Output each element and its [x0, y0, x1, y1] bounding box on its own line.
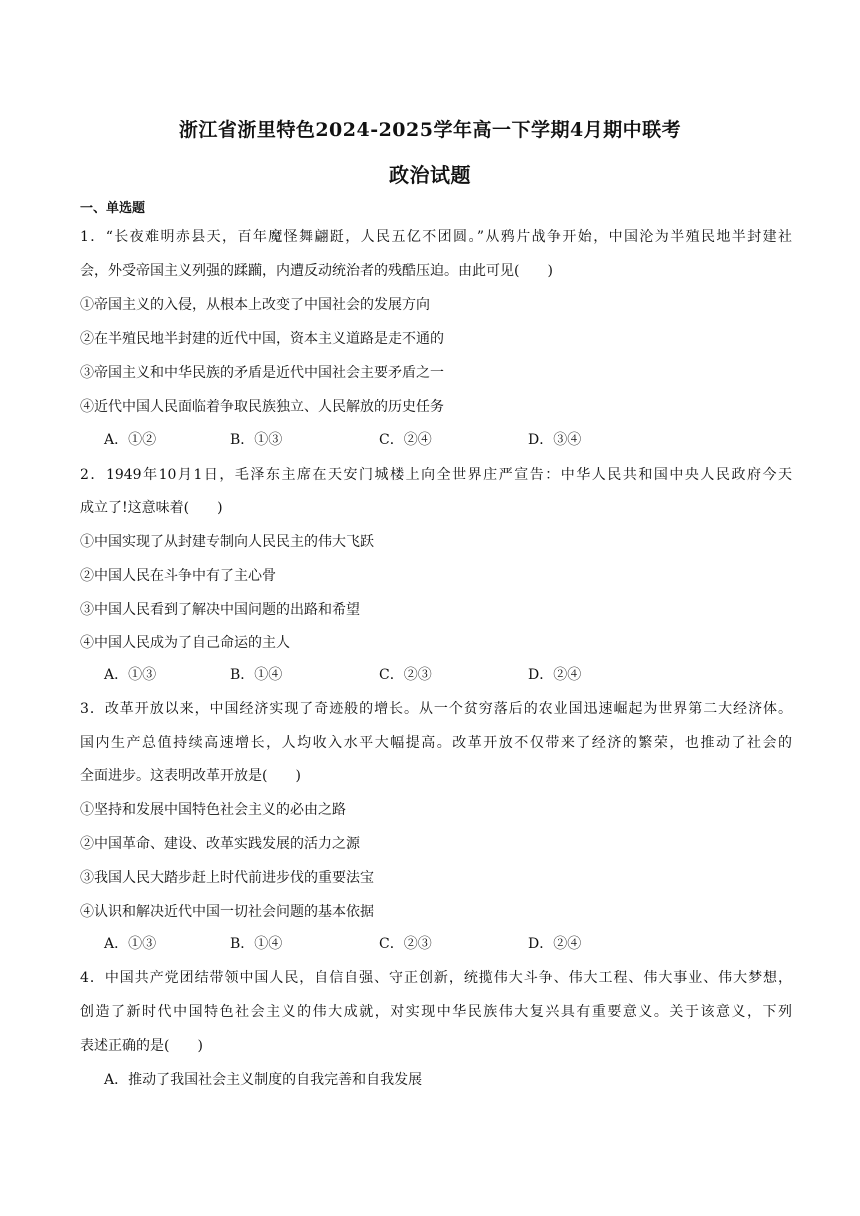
question-3-statement-1: ①坚持和发展中国特色社会主义的必由之路: [80, 802, 346, 818]
question-3-stem-line-2: 国内生产总值持续高速增长，人均收入水平大幅提高。改革开放不仅带来了经济的繁荣，也推动了社会的: [80, 735, 792, 751]
question-2-option-b[interactable]: B．①④: [230, 667, 283, 683]
question-3-stem-line-3: 全面进步。这表明改革开放是( ): [80, 768, 301, 784]
question-1-option-c[interactable]: C．②④: [379, 432, 432, 448]
question-3-option-d[interactable]: D．②④: [528, 936, 582, 952]
question-2-statement-2: ②中国人民在斗争中有了主心骨: [80, 568, 276, 584]
question-1-stem-line-1: 1．“长夜难明赤县天，百年魔怪舞翩跹，人民五亿不团圆。”从鸦片战争开始，中国沦为半殖民地半封建社: [80, 229, 792, 245]
question-1-option-b[interactable]: B．①③: [230, 432, 283, 448]
question-3-option-b[interactable]: B．①④: [230, 936, 283, 952]
question-3-options: [104, 934, 664, 954]
question-3-statement-4: ④认识和解决近代中国一切社会问题的基本依据: [80, 904, 374, 920]
question-4-stem-line-2: 创造了新时代中国特色社会主义的伟大成就，对实现中华民族伟大复兴具有重要意义。关于该意义，下列: [80, 1004, 792, 1020]
question-2-options: [104, 665, 664, 685]
question-1-option-a[interactable]: A．①②: [104, 432, 157, 448]
question-3-option-a[interactable]: A．①③: [104, 936, 157, 952]
question-1-stem-line-2: 会，外受帝国主义列强的蹂躏，内遭反动统治者的残酷压迫。由此可见( ): [80, 263, 553, 279]
question-2-stem-line-2: 成立了!这意味着( ): [80, 500, 223, 516]
question-3-statement-3: ③我国人民大踏步赶上时代前进步伐的重要法宝: [80, 870, 374, 886]
question-2-option-a[interactable]: A．①③: [104, 667, 157, 683]
question-3-stem-line-1: 3．改革开放以来，中国经济实现了奇迹般的增长。从一个贫穷落后的农业国迅速崛起为世界第二大经济体。: [80, 701, 792, 717]
question-3-statement-2: ②中国革命、建设、改革实践发展的活力之源: [80, 836, 360, 852]
document-subtitle: 政治试题: [389, 163, 471, 187]
question-1-option-d[interactable]: D．③④: [528, 432, 582, 448]
question-2-statement-1: ①中国实现了从封建专制向人民民主的伟大飞跃: [80, 534, 374, 550]
document-title: 浙江省浙里特色2024-2025学年高一下学期4月期中联考: [178, 119, 682, 141]
question-1-statement-1: ①帝国主义的入侵，从根本上改变了中国社会的发展方向: [80, 297, 430, 313]
question-3-option-c[interactable]: C．②③: [379, 936, 432, 952]
question-1-statement-4: ④近代中国人民面临着争取民族独立、人民解放的历史任务: [80, 399, 444, 415]
question-4-stem-line-3: 表述正确的是( ): [80, 1038, 203, 1054]
question-1-statement-3: ③帝国主义和中华民族的矛盾是近代中国社会主要矛盾之一: [80, 365, 444, 381]
question-1-statement-2: ②在半殖民地半封建的近代中国，资本主义道路是走不通的: [80, 331, 444, 347]
question-2-option-d[interactable]: D．②④: [528, 667, 582, 683]
question-2-statement-3: ③中国人民看到了解决中国问题的出路和希望: [80, 602, 360, 618]
question-2-option-c[interactable]: C．②③: [379, 667, 432, 683]
question-1-options: [104, 430, 664, 450]
question-2-statement-4: ④中国人民成为了自己命运的主人: [80, 635, 290, 651]
question-4-stem-line-1: 4．中国共产党团结带领中国人民，自信自强、守正创新，统揽伟大斗争、伟大工程、伟大事业、伟大梦想，: [80, 970, 792, 986]
section-heading: 一、单选题: [80, 201, 146, 216]
question-2-stem-line-1: 2．1949年10月1日，毛泽东主席在天安门城楼上向全世界庄严宣告：中华人民共和国中央人民政府今天: [80, 467, 792, 483]
question-4-option-a[interactable]: A．推动了我国社会主义制度的自我完善和自我发展: [104, 1072, 423, 1088]
